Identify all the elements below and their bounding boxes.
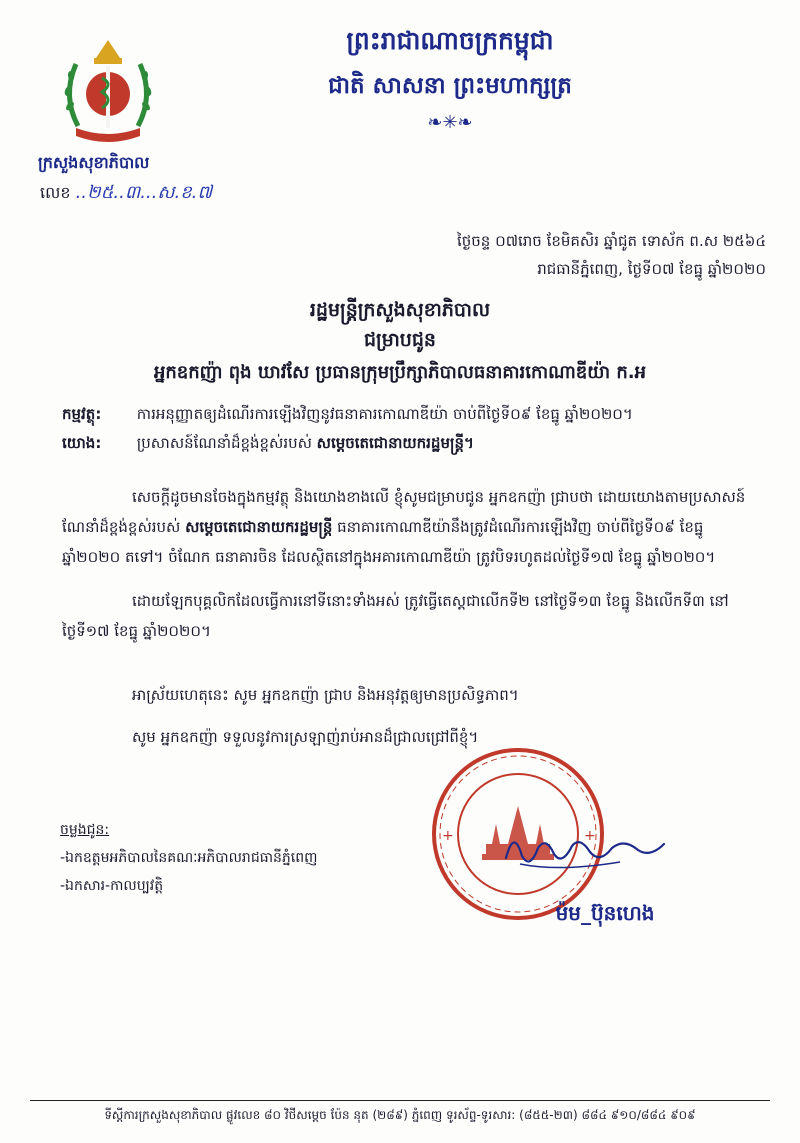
ornament-divider: ❧✳❧ <box>427 112 473 133</box>
subject-line <box>62 405 752 427</box>
body-paragraph-3: អាស្រ័យហេតុនេះ សូម អ្នកឧកញ៉ា ជ្រាប និងអនុវត្តឲ្យមានប្រសិទ្ធភាព។ <box>132 686 519 704</box>
svg-text:+: + <box>584 828 596 844</box>
body-paragraph-4: សូម អ្នកឧកញ៉ា ទទួលនូវការស្រឡាញ់រាប់អានដ៏ជ្រាលជ្រៅពីខ្ញុំ។ <box>132 728 479 746</box>
address-line: ជម្រាបជូន <box>364 329 436 351</box>
handwritten-signature-icon <box>500 818 670 878</box>
reference-bold: សម្តេចតេជោនាយករដ្ឋមន្ត្រី។ <box>316 434 474 452</box>
subject-label: កម្មវត្ថុ: <box>62 405 102 423</box>
cc-title: ចម្លងជូន: <box>60 822 110 838</box>
svg-text:+: + <box>442 828 454 844</box>
reference-line <box>62 434 752 456</box>
cc-item: -ឯកសារ-កាលប្បវត្តិ <box>60 878 164 894</box>
body-paragraph-1 <box>62 482 752 572</box>
ministry-logo-icon <box>58 36 158 148</box>
subject-text: ការអនុញ្ញាតឲ្យដំណើរការឡើងវិញនូវធនាគារកោណាឌីយ៉ា ចាប់ពីថ្ងៃទី០៩ ខែធ្នូ ឆ្នាំ២០២០។ <box>136 405 633 423</box>
national-motto: ជាតិ សាសនា ព្រះមហាក្សត្រ <box>328 73 572 99</box>
body-paragraph-2: ដោយឡែកបុគ្គលិកដែលធ្វើការនៅទីនោះទាំងអស់ ត្រូវធ្វើតេស្តជាលើកទី២ នៅថ្ងៃទី១៣ ខែធ្នូ និងលើកទី៣ នៅថ្ងៃទី១៧ ខែធ្នូ ឆ្នាំ២០២០។ <box>62 592 729 640</box>
kingdom-heading: ព្រះរាជាណាចក្រកម្ពុជា <box>346 26 554 55</box>
signer-name: ម៉ម_ប៊ុនហេង <box>555 901 655 925</box>
ministry-name: ក្រសួងសុខាភិបាល <box>38 153 150 172</box>
sender-title: រដ្ឋមន្ត្រីក្រសួងសុខាភិបាល <box>309 299 491 321</box>
footer-address: ទីស្តីការក្រសួងសុខាភិបាល ផ្លូវលេខ ៨០ វិថីសម្តេច ប៉ែន នុត (២៨៩) ភ្នំពេញ ទូរស័ព្ទ-ទូរសារ: (៨៥៥-២៣) ៨៨៤ ៩១០/៨៨៤ ៩០៩ <box>104 1108 696 1122</box>
reference-label: យោង: <box>62 434 102 452</box>
recipient-title: អ្នកឧកញ៉ា ពុង ឃាវសែ ប្រធានក្រុមប្រឹក្សាភិបាលធនាគារកោណាឌីយ៉ា ក.អ <box>153 362 647 383</box>
ref-label: លេខ <box>40 183 71 202</box>
reference-text: ប្រសាសន៍ណែនាំដ៏ខ្ពង់ខ្ពស់របស់ <box>136 434 317 452</box>
lunar-date: ថ្ងៃចន្ទ ០៧រោច ខែមិគសិរ ឆ្នាំជូត ទោស័ក ព.ស ២៥៦៤ <box>457 232 766 250</box>
p1-text-b: ធនាគារកោណាឌីយ៉ានឹងត្រូវដំណើរការឡើងវិញ ចាប់ពីថ្ងៃទី០៩ ខែធ្នូ ឆ្នាំ២០២០ តទៅ។ ចំណែក ធនាគារចិន ដែលស្ថិតនៅក្នុងអគារកោណាឌីយ៉ា ត្រូវបិទរហូតដល់ថ្ងៃទី១៧ ខែធ្នូ ឆ្នាំ២០២០។ <box>62 518 716 566</box>
footer-divider <box>30 1100 770 1101</box>
p1-text-bold: សម្តេចតេជោនាយករដ្ឋមន្ត្រី <box>185 518 333 536</box>
p1-text-a: សេចក្តីដូចមានចែងក្នុងកម្មវត្ថុ និងយោងខាងលើ ខ្ញុំសូមជម្រាបជូន អ្នកឧកញ៉ា ជ្រាបថា ដោយយោងតាមប្រសាសន៍ណែនាំដ៏ខ្ពង់ខ្ពស់របស់ <box>62 488 746 536</box>
solar-date: រាជធានីភ្នំពេញ, ថ្ងៃទី០៧ ខែធ្នូ ឆ្នាំ២០២០ <box>537 260 766 278</box>
ref-number: ..២៥..៣...ស.ខ.៧ <box>75 182 213 203</box>
reference-number <box>40 180 212 207</box>
cc-item: -ឯកឧត្តមអភិបាលនៃគណៈអភិបាលរាជធានីភ្នំពេញ <box>60 850 318 866</box>
